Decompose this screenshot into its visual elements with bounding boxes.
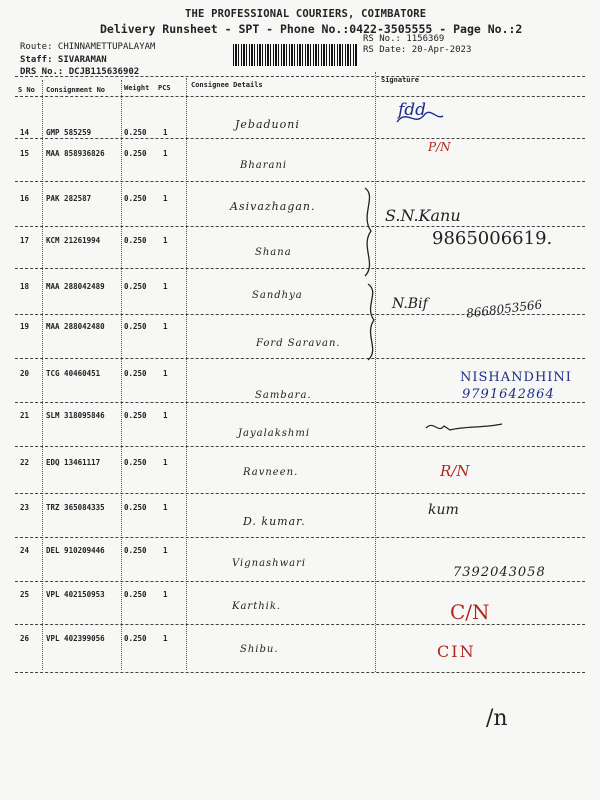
signature-row-18: N.Bif [392, 296, 428, 312]
runsheet-title: THE PROFESSIONAL COURIERS, COIMBATORE [185, 8, 427, 20]
drs-number: DRS No.: DCJB115636902 [20, 67, 140, 77]
consignee-name-19: Ford Saravan. [256, 338, 341, 349]
row-pcs: 1 [163, 194, 168, 203]
row-sno: 26 [20, 634, 30, 643]
runsheet-subtitle: Delivery Runsheet - SPT - Phone No.:0422-3505555 - Page No.:2 [100, 22, 523, 36]
col-header-consignment: Consignment No [46, 86, 106, 94]
row-pcs: 1 [163, 282, 168, 291]
rs-number: RS No.: 1156369 [363, 34, 445, 44]
header-top-line [15, 76, 585, 77]
row-weight: 0.250 [124, 411, 147, 420]
row-pcs: 1 [163, 322, 168, 331]
row-sno: 23 [20, 503, 30, 512]
row-pcs: 1 [163, 128, 168, 137]
row-separator [15, 537, 585, 538]
consignee-name-17: Shana [255, 247, 292, 258]
row-separator [15, 226, 585, 227]
row-consignment-no: KCM 21261994 [46, 236, 101, 245]
row-pcs: 1 [163, 634, 168, 643]
consignee-name-16: Asivazhagan. [230, 200, 316, 213]
row-weight: 0.250 [124, 128, 147, 137]
consignee-name-18: Sandhya [252, 290, 303, 301]
signature-row-23: kum [428, 502, 459, 518]
row-weight: 0.250 [124, 194, 147, 203]
row-consignment-no: MAA 288042489 [46, 282, 105, 291]
row-consignment-no: GMP 585259 [46, 128, 92, 137]
signature-row-25: C/N [450, 600, 490, 624]
row-pcs: 1 [163, 503, 168, 512]
row-separator [15, 624, 585, 625]
col-header-consignee: Consignee Details [191, 81, 263, 89]
consignee-name-14: Jebaduoni [235, 118, 300, 131]
row-consignment-no: EDQ 13461117 [46, 458, 101, 467]
col-divider-4 [375, 72, 376, 672]
row-consignment-no: TCG 40460451 [46, 369, 101, 378]
row-separator [15, 581, 585, 582]
signature-row-16: S.N.Kanu [385, 206, 461, 225]
row-sno: 17 [20, 236, 30, 245]
row-consignment-no: DEL 910209446 [46, 546, 105, 555]
signature-row-15: P/N [428, 140, 451, 154]
rs-date: RS Date: 20-Apr-2023 [363, 45, 472, 55]
row-sno: 14 [20, 128, 30, 137]
signature-row-22: R/N [440, 462, 470, 480]
row-pcs: 1 [163, 546, 168, 555]
signature-row-21: 9791642864 [462, 387, 555, 402]
col-header-sno: S No [18, 86, 35, 94]
row-consignment-no: PAK 282587 [46, 194, 92, 203]
row-separator [15, 402, 585, 403]
row-sno: 15 [20, 149, 30, 158]
bracket-mark-lower [360, 282, 388, 362]
row-sno: 21 [20, 411, 30, 420]
consignee-name-24: Vignashwari [232, 558, 307, 569]
consignee-name-23: D. kumar. [243, 515, 306, 528]
row-weight: 0.250 [124, 149, 147, 158]
row-pcs: 1 [163, 149, 168, 158]
consignee-name-21: Jayalakshmi [238, 428, 311, 439]
col-header-signature: Signature [381, 76, 419, 84]
row-separator [15, 672, 585, 673]
signature-row-26: CIN [437, 642, 476, 661]
row-sno: 24 [20, 546, 30, 555]
row-weight: 0.250 [124, 634, 147, 643]
row-consignment-no: TRZ 365084335 [46, 503, 105, 512]
row-sno: 18 [20, 282, 30, 291]
signature-row-19: 8668053566 [465, 297, 543, 321]
signature-scribble-21 [424, 418, 504, 438]
row-weight: 0.250 [124, 322, 147, 331]
signature-scribble-14 [395, 106, 445, 128]
row-separator [15, 493, 585, 494]
consignee-name-20: Sambara. [255, 390, 312, 401]
row-consignment-no: VPL 402399056 [46, 634, 105, 643]
row-pcs: 1 [163, 236, 168, 245]
consignee-name-25: Karthik. [232, 601, 282, 612]
signature-row-24: 7392043058 [453, 565, 546, 580]
row-weight: 0.250 [124, 236, 147, 245]
barcode [233, 44, 358, 66]
col-header-weight: Weight [124, 84, 150, 92]
row-weight: 0.250 [124, 503, 147, 512]
row-consignment-no: VPL 402150953 [46, 590, 105, 599]
col-header-pcs: PCS [158, 84, 171, 92]
row-separator [15, 268, 585, 269]
row-separator [15, 446, 585, 447]
row-pcs: 1 [163, 369, 168, 378]
row-sno: 19 [20, 322, 30, 331]
signature-row-17: 9865006619. [432, 228, 553, 249]
consignee-name-26: Shibu. [240, 644, 279, 655]
row-sno: 16 [20, 194, 30, 203]
row-weight: 0.250 [124, 282, 147, 291]
row-separator [15, 181, 585, 182]
consignee-name-22: Ravneen. [243, 467, 299, 478]
row-sno: 22 [20, 458, 30, 467]
row-consignment-no: SLM 318095846 [46, 411, 105, 420]
signature-row-14: fdd [398, 100, 427, 120]
row-pcs: 1 [163, 411, 168, 420]
row-pcs: 1 [163, 458, 168, 467]
page-corner-mark: /n [486, 706, 508, 731]
row-weight: 0.250 [124, 590, 147, 599]
row-weight: 0.250 [124, 369, 147, 378]
row-consignment-no: MAA 288042480 [46, 322, 105, 331]
row-sno: 20 [20, 369, 30, 378]
row-pcs: 1 [163, 590, 168, 599]
row-weight: 0.250 [124, 458, 147, 467]
bracket-mark-upper [355, 186, 385, 278]
route-label: Route: CHINNAMETTUPALAYAM [20, 42, 156, 52]
header-bottom-line [15, 96, 585, 97]
row-consignment-no: MAA 858936826 [46, 149, 105, 158]
row-sno: 25 [20, 590, 30, 599]
consignee-name-15: Bharani [240, 160, 288, 171]
row-separator [15, 138, 585, 139]
row-weight: 0.250 [124, 546, 147, 555]
staff-label: Staff: SIVARAMAN [20, 55, 107, 65]
row-separator [15, 358, 585, 359]
signature-row-20: NISHANDHINI [460, 370, 572, 385]
